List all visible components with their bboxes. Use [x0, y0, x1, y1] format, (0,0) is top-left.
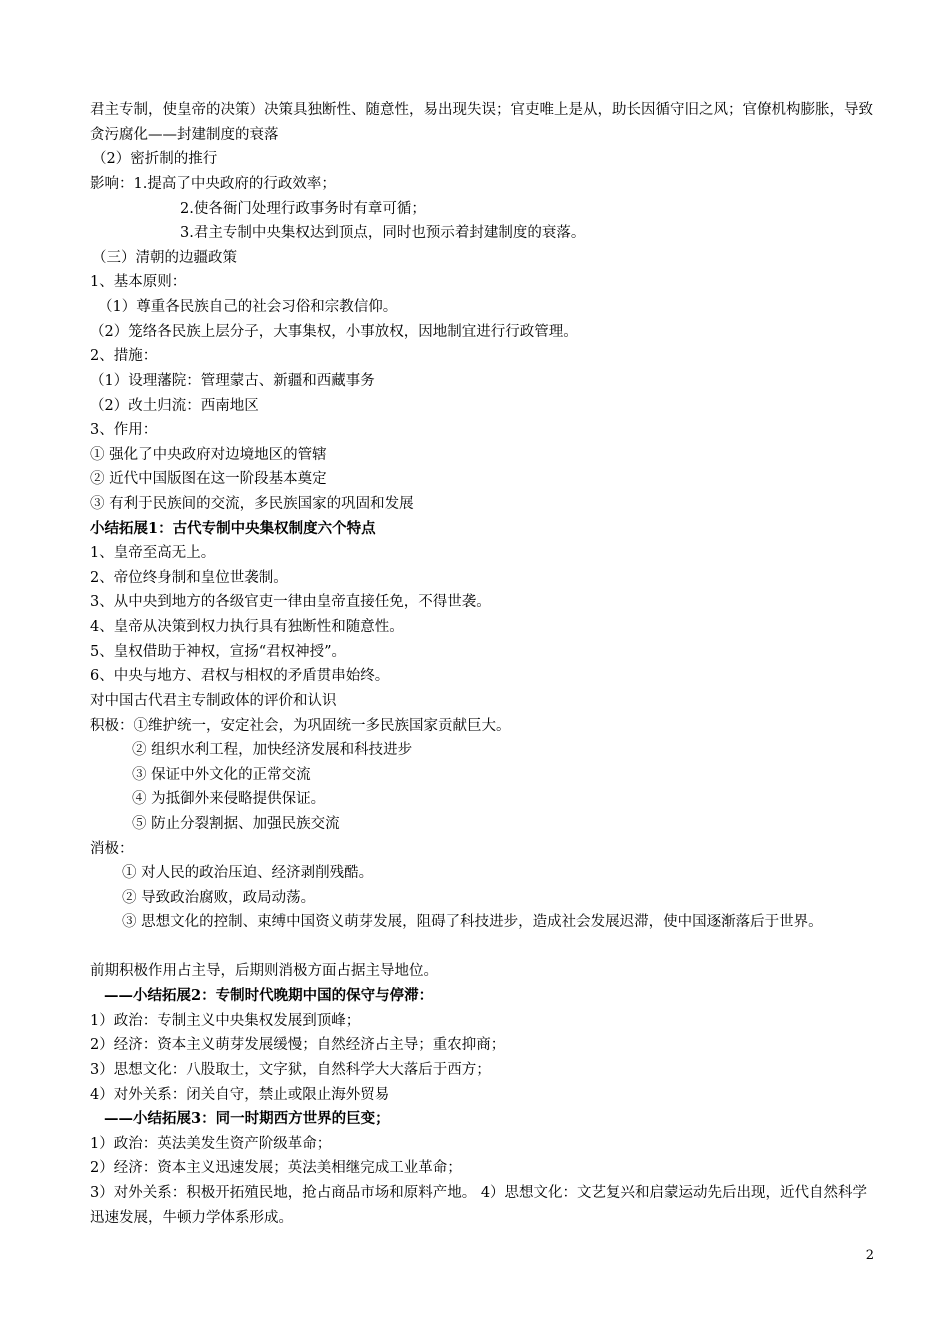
text-line: 1）政治：英法美发生资产阶级革命； — [90, 1136, 332, 1152]
text-line: ① 对人民的政治压迫、经济剥削残酷。 — [122, 865, 374, 881]
text-line: 2）经济：资本主义萌芽发展缓慢；自然经济占主导；重农抑商； — [90, 1037, 506, 1053]
text-line: 2）经济：资本主义迅速发展；英法美相继完成工业革命； — [90, 1160, 462, 1176]
text-line: 1、基本原则： — [90, 274, 187, 290]
text-line: 2.使各衙门处理行政事务时有章可循； — [180, 201, 426, 217]
section-heading: ——小结拓展2：专制时代晚期中国的保守与停滞： — [104, 987, 434, 1004]
text-line: 4）对外关系：闭关自守，禁止或限止海外贸易 — [90, 1087, 390, 1103]
text-line: 3）思想文化：八股取士，文字狱，自然科学大大落后于西方； — [90, 1062, 491, 1078]
text-line: ③ 有利于民族间的交流，多民族国家的巩固和发展 — [90, 496, 414, 512]
text-line: ④ 为抵御外来侵略提供保证。 — [132, 791, 326, 807]
text-line: （2）密折制的推行 — [92, 151, 218, 167]
text-line: ③ 思想文化的控制、束缚中国资义萌芽发展，阻碍了科技进步，造成社会发展迟滞，使中国逐渐落后于世界。 — [122, 914, 823, 930]
page-number: 2 — [865, 1248, 874, 1263]
text-line: 1）政治：专制主义中央集权发展到顶峰； — [90, 1013, 361, 1029]
text-line: ② 导致政治腐败，政局动荡。 — [122, 890, 316, 906]
text-line: 3、作用： — [90, 422, 158, 438]
text-line: 对中国古代君主专制政体的评价和认识 — [90, 693, 337, 709]
text-line: 3.君主专制中央集权达到顶点，同时也预示着封建制度的衰落。 — [180, 225, 586, 241]
text-line: ① 强化了中央政府对边境地区的管辖 — [90, 447, 327, 463]
text-line: 2、帝位终身制和皇位世袭制。 — [90, 570, 288, 586]
text-line: 积极：①维护统一，安定社会，为巩固统一多民族国家贡献巨大。 — [90, 718, 511, 734]
text-line: 3、从中央到地方的各级官吏一律由皇帝直接任免，不得世袭。 — [90, 594, 491, 610]
section-heading: （三）清朝的边疆政策 — [92, 250, 237, 266]
text-line: 4、皇帝从决策到权力执行具有独断性和随意性。 — [90, 619, 404, 635]
text-line: 1、皇帝至高无上。 — [90, 545, 216, 561]
text-line: 前期积极作用占主导，后期则消极方面占据主导地位。 — [90, 963, 438, 979]
text-line: ③ 保证中外文化的正常交流 — [132, 767, 311, 783]
text-line: （2）笼络各民族上层分子，大事集权，小事放权，因地制宜进行行政管理。 — [90, 324, 578, 340]
section-heading: 小结拓展1：古代专制中央集权制度六个特点 — [90, 520, 376, 537]
text-line: 君主专制，使皇帝的决策）决策具独断性、随意性，易出现失误；官吏唯上是从，助长因循守旧之风；官僚机构膨胀，导致贪污腐化——封建制度的衰落 — [90, 102, 873, 143]
text-line: 消极： — [90, 841, 134, 857]
text-line: ② 组织水利工程，加快经济发展和科技进步 — [132, 742, 413, 758]
text-line: 6、中央与地方、君权与相权的矛盾贯串始终。 — [90, 668, 390, 684]
text-line: 2、措施： — [90, 348, 158, 364]
text-line: （1）尊重各民族自己的社会习俗和宗教信仰。 — [98, 299, 398, 315]
text-line: 5、皇权借助于神权，宣扬“君权神授”。 — [90, 644, 347, 660]
section-heading: ——小结拓展3：同一时期西方世界的巨变； — [104, 1110, 390, 1127]
text-line: 影响：1.提高了中央政府的行政效率； — [90, 176, 336, 192]
text-line: （2）改土归流：西南地区 — [90, 398, 259, 414]
text-line: ⑤ 防止分裂割据、加强民族交流 — [132, 816, 340, 832]
text-line: ② 近代中国版图在这一阶段基本奠定 — [90, 471, 327, 487]
text-line: 3）对外关系：积极开拓殖民地，抢占商品市场和原料产地。 4）思想文化：文艺复兴和启蒙运动先后出现，近代自然科学迅速发展，牛顿力学体系形成。 — [90, 1185, 868, 1226]
text-line: （1）设理藩院：管理蒙古、新疆和西藏事务 — [90, 373, 375, 389]
